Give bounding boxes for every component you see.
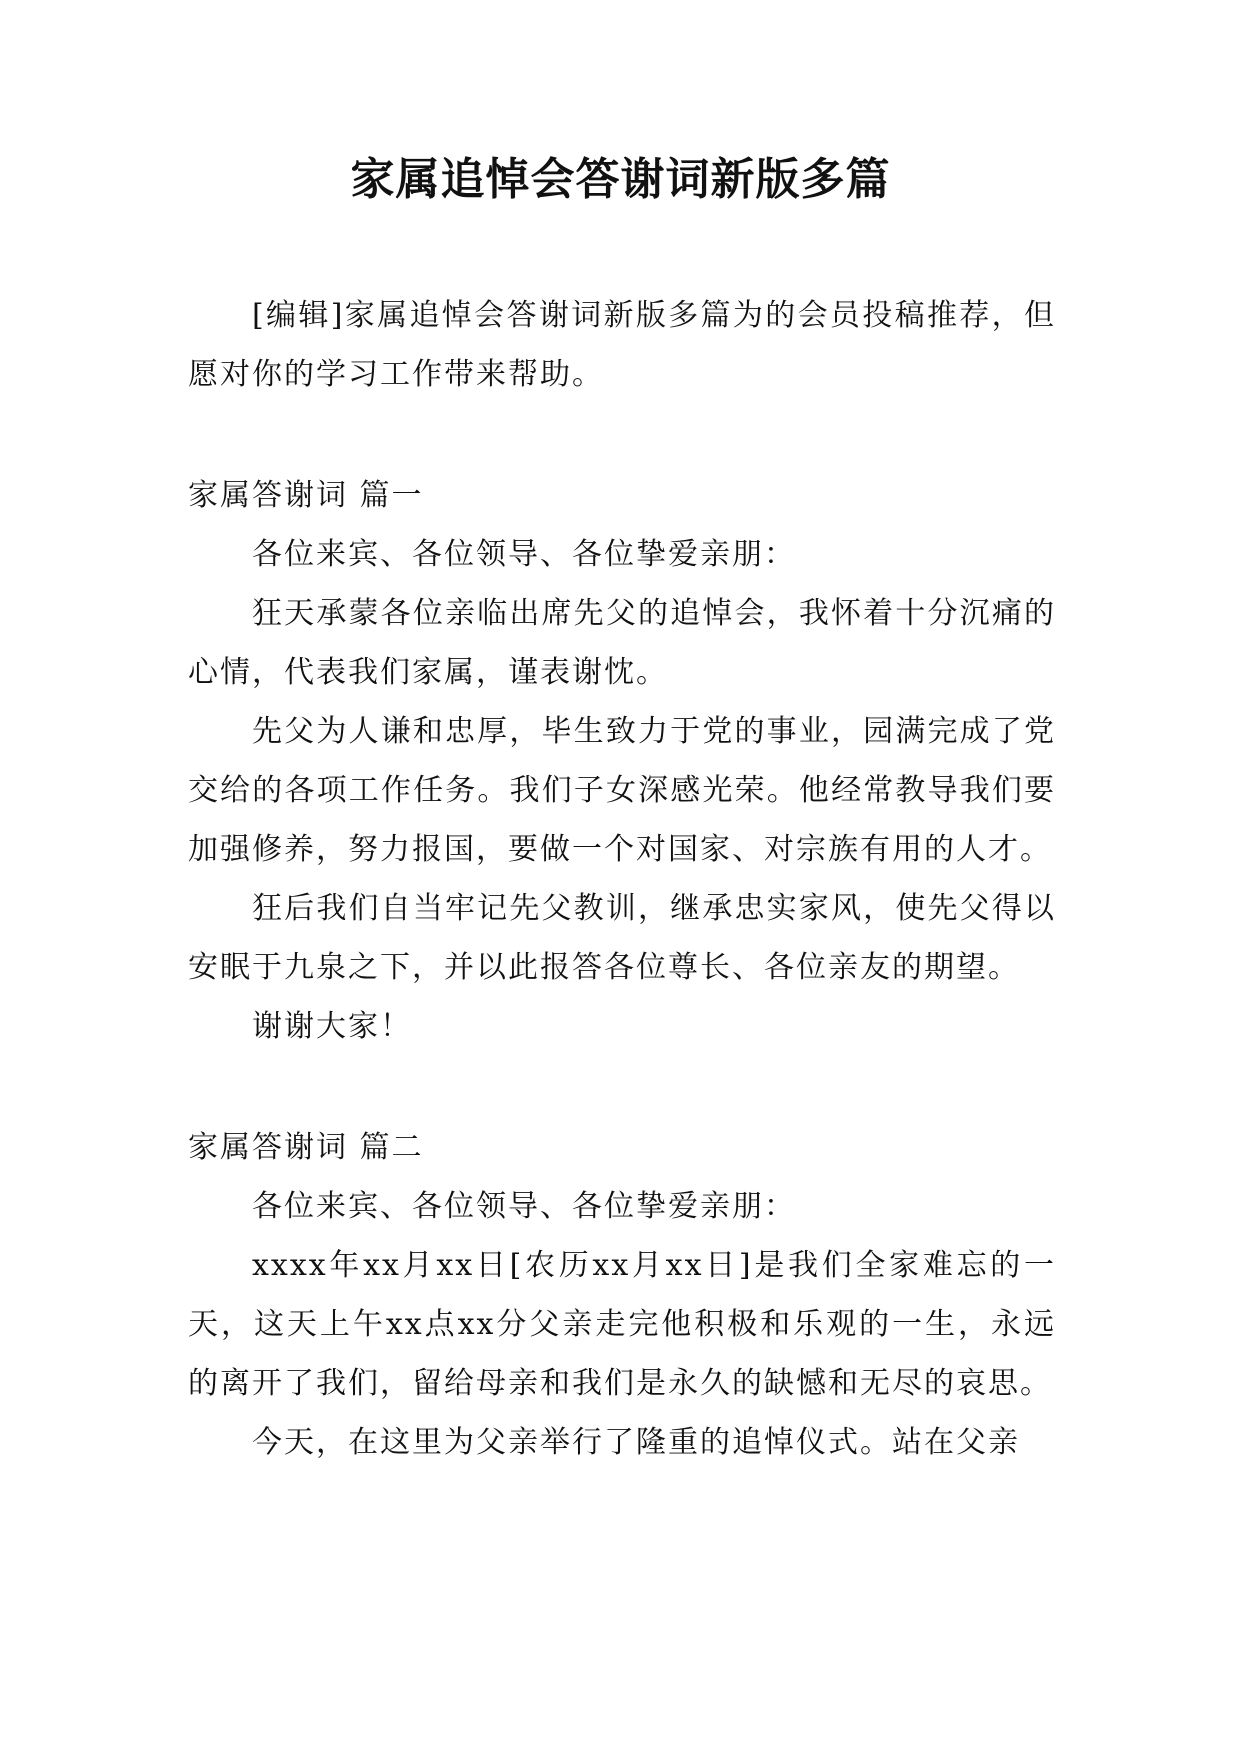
section-heading: 家属答谢词 篇二 [188,1130,424,1165]
intro-paragraph: [编辑]家属追悼会答谢词新版多篇为的会员投稿推荐，但愿对你的学习工作带来帮助。 [188,298,1056,392]
body-paragraph: 狂天承蒙各位亲临出席先父的追悼会，我怀着十分沉痛的心情，代表我们家属，谨表谢忱。 [188,596,1056,690]
body-paragraph: 狂后我们自当牢记先父教训，继承忠实家风，使先父得以安眠于九泉之下，并以此报答各位尊长、各位亲友的期望。 [188,891,1056,985]
body-paragraph: xxxx年xx月xx日[农历xx月xx日]是我们全家难忘的一天，这天上午xx点xx分父亲走完他积极和乐观的一生，永远的离开了我们，留给母亲和我们是永久的缺憾和无尽的哀思。 [188,1248,1056,1401]
body-paragraph: 各位来宾、各位领导、各位挚爱亲朋： [252,537,796,572]
body-paragraph: 先父为人谦和忠厚，毕生致力于党的事业，园满完成了党交给的各项工作任务。我们子女深感光荣。他经常教导我们要加强修养，努力报国，要做一个对国家、对宗族有用的人才。 [188,714,1056,867]
spacer [188,404,1056,466]
document-body [188,286,1056,1472]
section-heading: 家属答谢词 篇一 [188,478,424,513]
body-paragraph: 今天，在这里为父亲举行了隆重的追悼仪式。站在父亲 [252,1425,1020,1460]
body-paragraph: 各位来宾、各位领导、各位挚爱亲朋： [252,1189,796,1224]
spacer [188,1056,1056,1118]
body-paragraph: 谢谢大家！ [252,1009,412,1044]
document-title: 家属追悼会答谢词新版多篇 [350,154,891,205]
